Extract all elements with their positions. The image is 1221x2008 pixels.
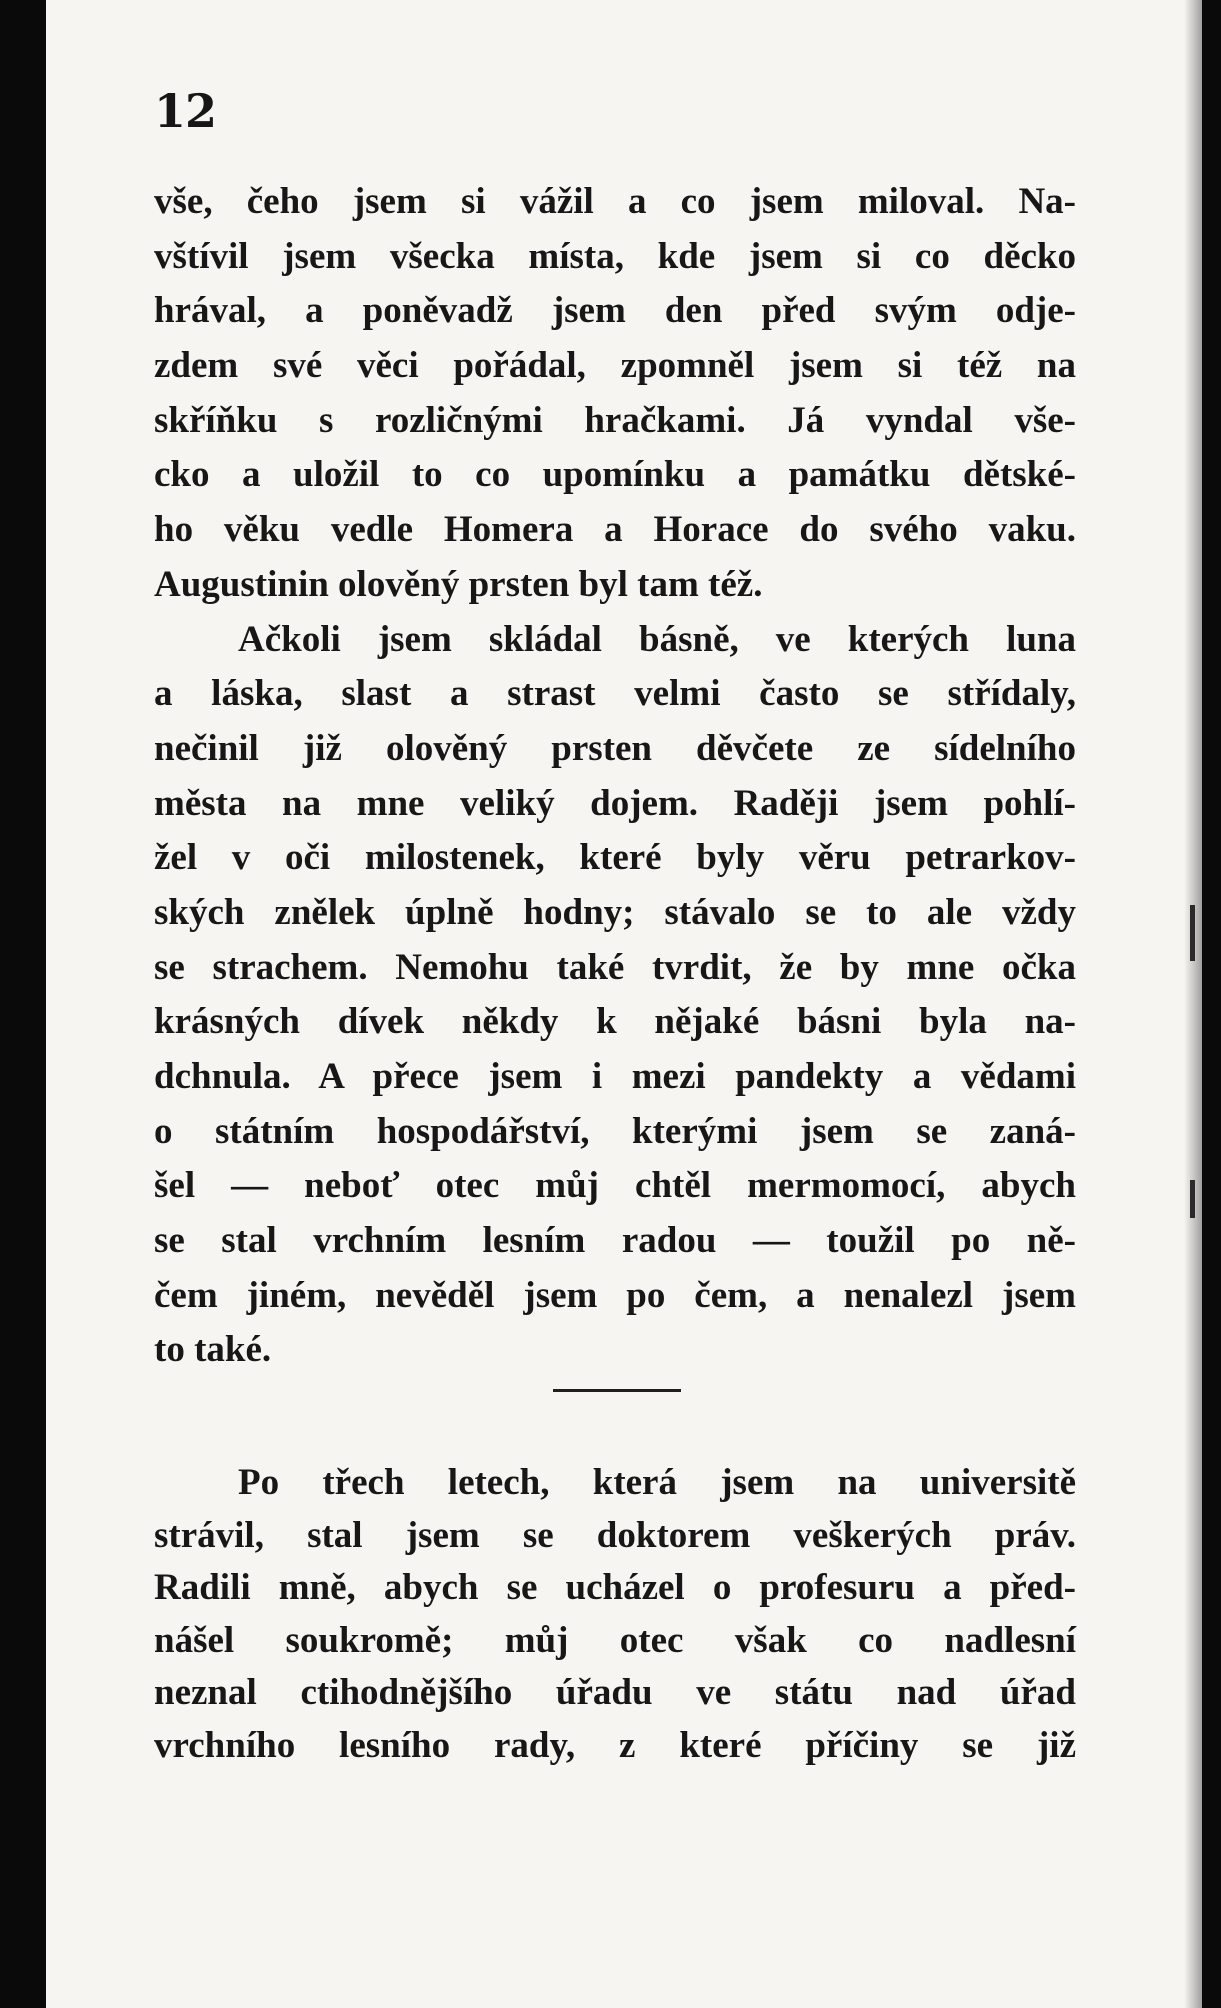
scan-artifact-mark bbox=[1190, 1180, 1195, 1218]
text-line: čem jiném, nevěděl jsem po čem, a nenalezl jsem bbox=[154, 1274, 1076, 1316]
text-line: a láska, slast a strast velmi často se střídaly, bbox=[154, 673, 1076, 715]
text-line: žel v oči milostenek, které byly věru petrarkov- bbox=[154, 837, 1076, 879]
text-line: nášel soukromě; můj otec však co nadlesní bbox=[154, 1619, 1076, 1661]
text-line: ských znělek úplně hodny; stávalo se to ale vždy bbox=[154, 891, 1076, 933]
paragraph-end-line: Augustinin olověný prsten byl tam též. bbox=[154, 563, 763, 605]
paragraph-first-line: Ačkoli jsem skládal básně, ve kterých luna bbox=[238, 618, 1076, 660]
text-line: krásných dívek někdy k nějaké básni byla na- bbox=[154, 1001, 1076, 1043]
text-line: vše, čeho jsem si vážil a co jsem miloval. Na- bbox=[154, 181, 1076, 222]
text-line: vrchního lesního rady, z které příčiny se již bbox=[154, 1724, 1076, 1766]
text-line: zdem své věci pořádal, zpomněl jsem si též na bbox=[154, 345, 1076, 387]
text-line: vštívil jsem všecka místa, kde jsem si co děcko bbox=[154, 235, 1076, 277]
page-edge-shadow bbox=[1184, 0, 1202, 2008]
text-section-1 bbox=[154, 175, 1076, 1378]
scan-artifact-mark bbox=[1190, 905, 1195, 961]
text-line: strávil, stal jsem se doktorem veškerých práv. bbox=[154, 1514, 1076, 1556]
text-line: o státním hospodářství, kterými jsem se zaná- bbox=[154, 1110, 1076, 1152]
text-line: Radili mně, abych se ucházel o profesuru a před- bbox=[154, 1567, 1076, 1608]
text-line: se stal vrchním lesním radou — toužil po ně- bbox=[154, 1220, 1076, 1262]
text-line: skříňku s rozličnými hračkami. Já vyndal vše- bbox=[154, 399, 1076, 441]
text-line: města na mne veliký dojem. Raději jsem pohlí- bbox=[154, 782, 1076, 824]
paragraph-first-line: Po třech letech, která jsem na universitě bbox=[238, 1462, 1076, 1503]
text-line: se strachem. Nemohu také tvrdit, že by mne očka bbox=[154, 946, 1076, 988]
text-line: ho věku vedle Homera a Horace do svého vaku. bbox=[154, 509, 1076, 551]
text-line: šel — neboť otec můj chtěl mermomocí, abych bbox=[154, 1165, 1076, 1207]
paragraph-end-line: to také. bbox=[154, 1329, 272, 1371]
section-separator-rule bbox=[553, 1389, 681, 1392]
text-line: cko a uložil to co upomínku a památku dětské- bbox=[154, 454, 1076, 496]
text-line: neznal ctihodnějšího úřadu ve státu nad úřad bbox=[154, 1672, 1076, 1713]
text-line: dchnula. A přece jsem i mezi pandekty a vědami bbox=[154, 1056, 1076, 1097]
text-section-2 bbox=[154, 1457, 1076, 1877]
text-line: nečinil již olověný prsten děvčete ze sídelního bbox=[154, 727, 1076, 769]
text-line: hrával, a poněvadž jsem den před svým odje- bbox=[154, 290, 1076, 332]
page-number: 12 bbox=[154, 84, 217, 138]
